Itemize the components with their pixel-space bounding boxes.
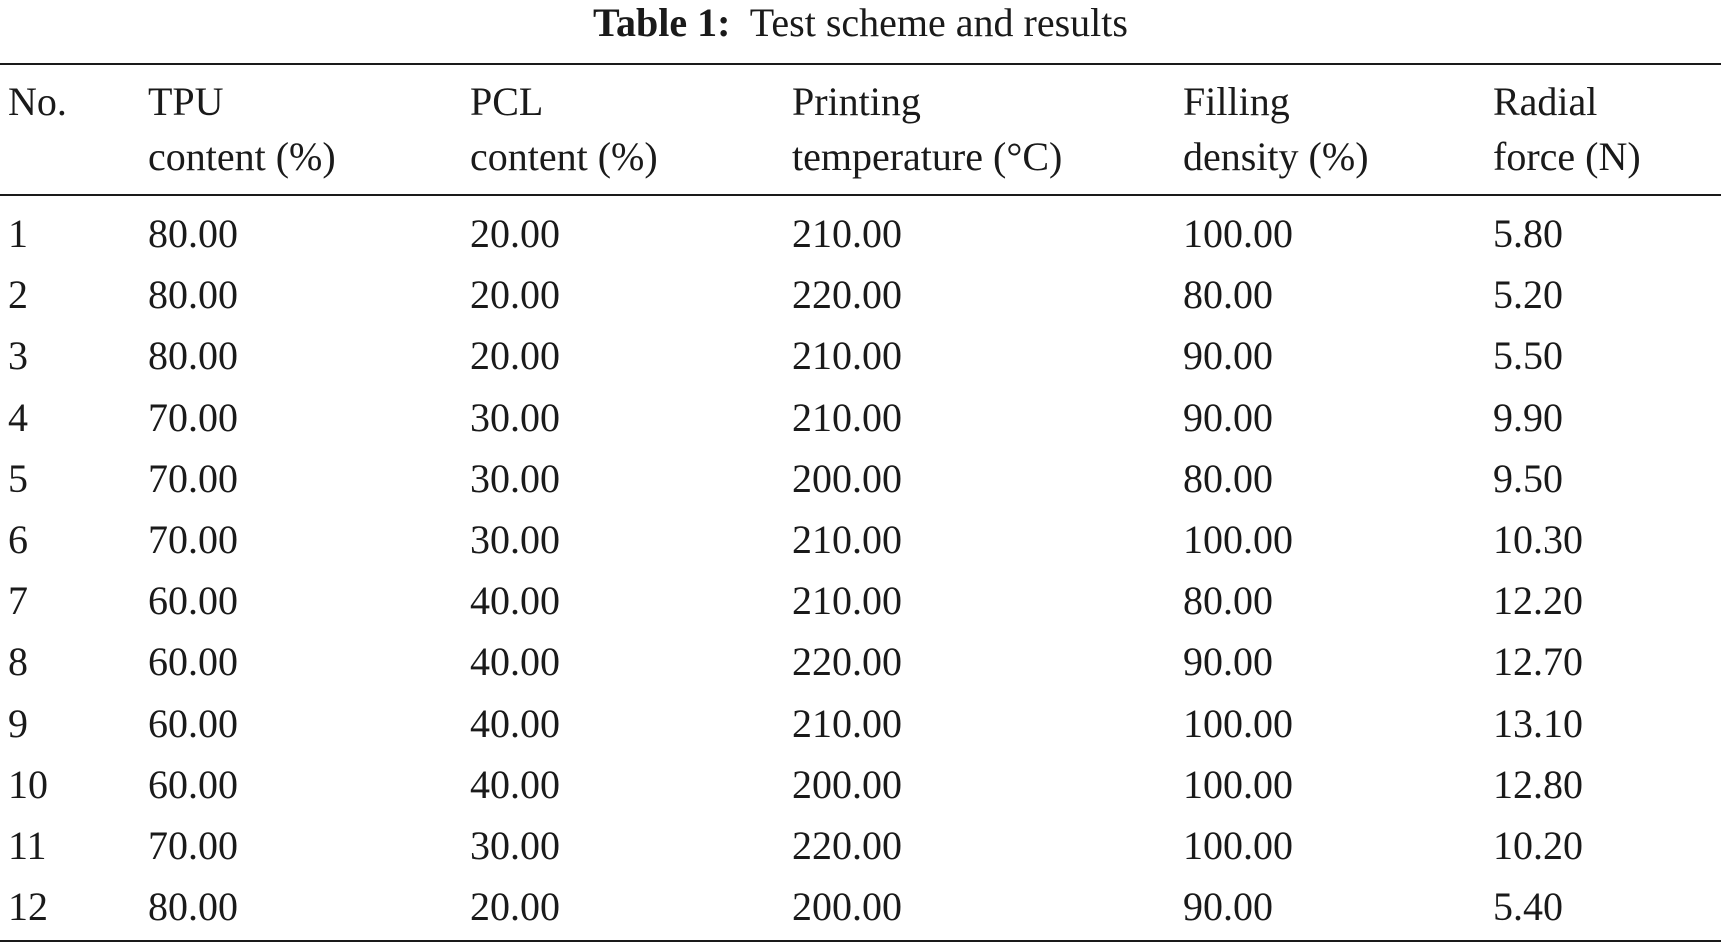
cell-tpu: 80.00	[148, 272, 238, 318]
header-no: No.	[8, 79, 67, 124]
cell-temperature: 220.00	[792, 639, 902, 685]
cell-temperature: 210.00	[792, 394, 902, 440]
header-pcl-line2: content (%)	[470, 134, 658, 179]
cell-no: 4	[8, 394, 28, 440]
cell-pcl: 30.00	[470, 455, 560, 501]
cell-temperature: 210.00	[792, 700, 902, 746]
cell-tpu: 70.00	[148, 517, 238, 562]
cell-no: 7	[8, 578, 28, 624]
cell-tpu: 60.00	[148, 639, 238, 685]
cell-pcl: 30.00	[470, 823, 560, 868]
cell-tpu: 60.00	[148, 761, 238, 807]
cell-force: 10.30	[1493, 517, 1583, 562]
header-temp-line2: temperature (°C)	[792, 134, 1063, 179]
cell-force: 12.20	[1493, 578, 1583, 624]
cell-density: 90.00	[1183, 639, 1273, 685]
cell-force: 13.10	[1493, 700, 1583, 746]
cell-temperature: 220.00	[792, 823, 902, 868]
cell-density: 100.00	[1183, 517, 1293, 562]
cell-tpu: 70.00	[148, 394, 238, 440]
cell-tpu: 70.00	[148, 823, 238, 868]
cell-no: 10	[8, 761, 48, 807]
header-density-line2: density (%)	[1183, 134, 1369, 179]
cell-tpu: 60.00	[148, 578, 238, 624]
cell-density: 90.00	[1183, 394, 1273, 440]
cell-pcl: 20.00	[470, 884, 560, 930]
cell-no: 1	[8, 211, 28, 256]
cell-density: 90.00	[1183, 333, 1273, 379]
cell-force: 5.50	[1493, 333, 1563, 379]
cell-force: 10.20	[1493, 823, 1583, 868]
cell-density: 100.00	[1183, 761, 1293, 807]
cell-pcl: 40.00	[470, 578, 560, 624]
cell-no: 11	[8, 823, 47, 868]
cell-pcl: 30.00	[470, 517, 560, 562]
cell-density: 80.00	[1183, 578, 1273, 624]
cell-density: 100.00	[1183, 211, 1293, 256]
cell-force: 5.40	[1493, 884, 1563, 930]
cell-density: 90.00	[1183, 884, 1273, 930]
cell-temperature: 200.00	[792, 761, 902, 807]
cell-tpu: 80.00	[148, 884, 238, 930]
cell-force: 9.50	[1493, 455, 1563, 501]
table-caption-label: Table 1:	[593, 0, 731, 45]
cell-tpu: 80.00	[148, 211, 238, 256]
cell-pcl: 40.00	[470, 700, 560, 746]
cell-no: 5	[8, 455, 28, 501]
header-force-line1: Radial	[1493, 79, 1598, 124]
header-force-line2: force (N)	[1493, 134, 1641, 179]
cell-temperature: 210.00	[792, 578, 902, 624]
bottom-rule	[0, 940, 1721, 942]
cell-no: 6	[8, 517, 28, 562]
cell-tpu: 70.00	[148, 455, 238, 501]
top-rule	[0, 63, 1721, 65]
cell-no: 2	[8, 272, 28, 318]
cell-temperature: 210.00	[792, 211, 902, 256]
cell-no: 12	[8, 884, 48, 930]
cell-force: 5.80	[1493, 211, 1563, 256]
cell-tpu: 60.00	[148, 700, 238, 746]
header-temp-line1: Printing	[792, 79, 921, 124]
cell-no: 3	[8, 333, 28, 379]
cell-temperature: 200.00	[792, 884, 902, 930]
cell-no: 8	[8, 639, 28, 685]
header-tpu-line1: TPU	[148, 79, 224, 124]
cell-temperature: 210.00	[792, 333, 902, 379]
cell-pcl: 40.00	[470, 761, 560, 807]
cell-force: 12.80	[1493, 761, 1583, 807]
cell-density: 100.00	[1183, 823, 1293, 868]
cell-density: 100.00	[1183, 700, 1293, 746]
header-density-line1: Filling	[1183, 79, 1290, 124]
cell-temperature: 210.00	[792, 517, 902, 562]
header-tpu-line2: content (%)	[148, 134, 336, 179]
cell-force: 9.90	[1493, 394, 1563, 440]
cell-pcl: 40.00	[470, 639, 560, 685]
cell-force: 5.20	[1493, 272, 1563, 318]
cell-force: 12.70	[1493, 639, 1583, 685]
cell-pcl: 20.00	[470, 211, 560, 256]
cell-density: 80.00	[1183, 272, 1273, 318]
cell-no: 9	[8, 700, 28, 746]
cell-pcl: 20.00	[470, 272, 560, 318]
cell-temperature: 220.00	[792, 272, 902, 318]
table-caption-text: Test scheme and results	[749, 0, 1128, 45]
table-caption	[0, 0, 1721, 46]
cell-pcl: 30.00	[470, 394, 560, 440]
header-rule	[0, 194, 1721, 196]
cell-pcl: 20.00	[470, 333, 560, 379]
cell-temperature: 200.00	[792, 455, 902, 501]
header-pcl-line1: PCL	[470, 79, 544, 124]
cell-tpu: 80.00	[148, 333, 238, 379]
cell-density: 80.00	[1183, 455, 1273, 501]
